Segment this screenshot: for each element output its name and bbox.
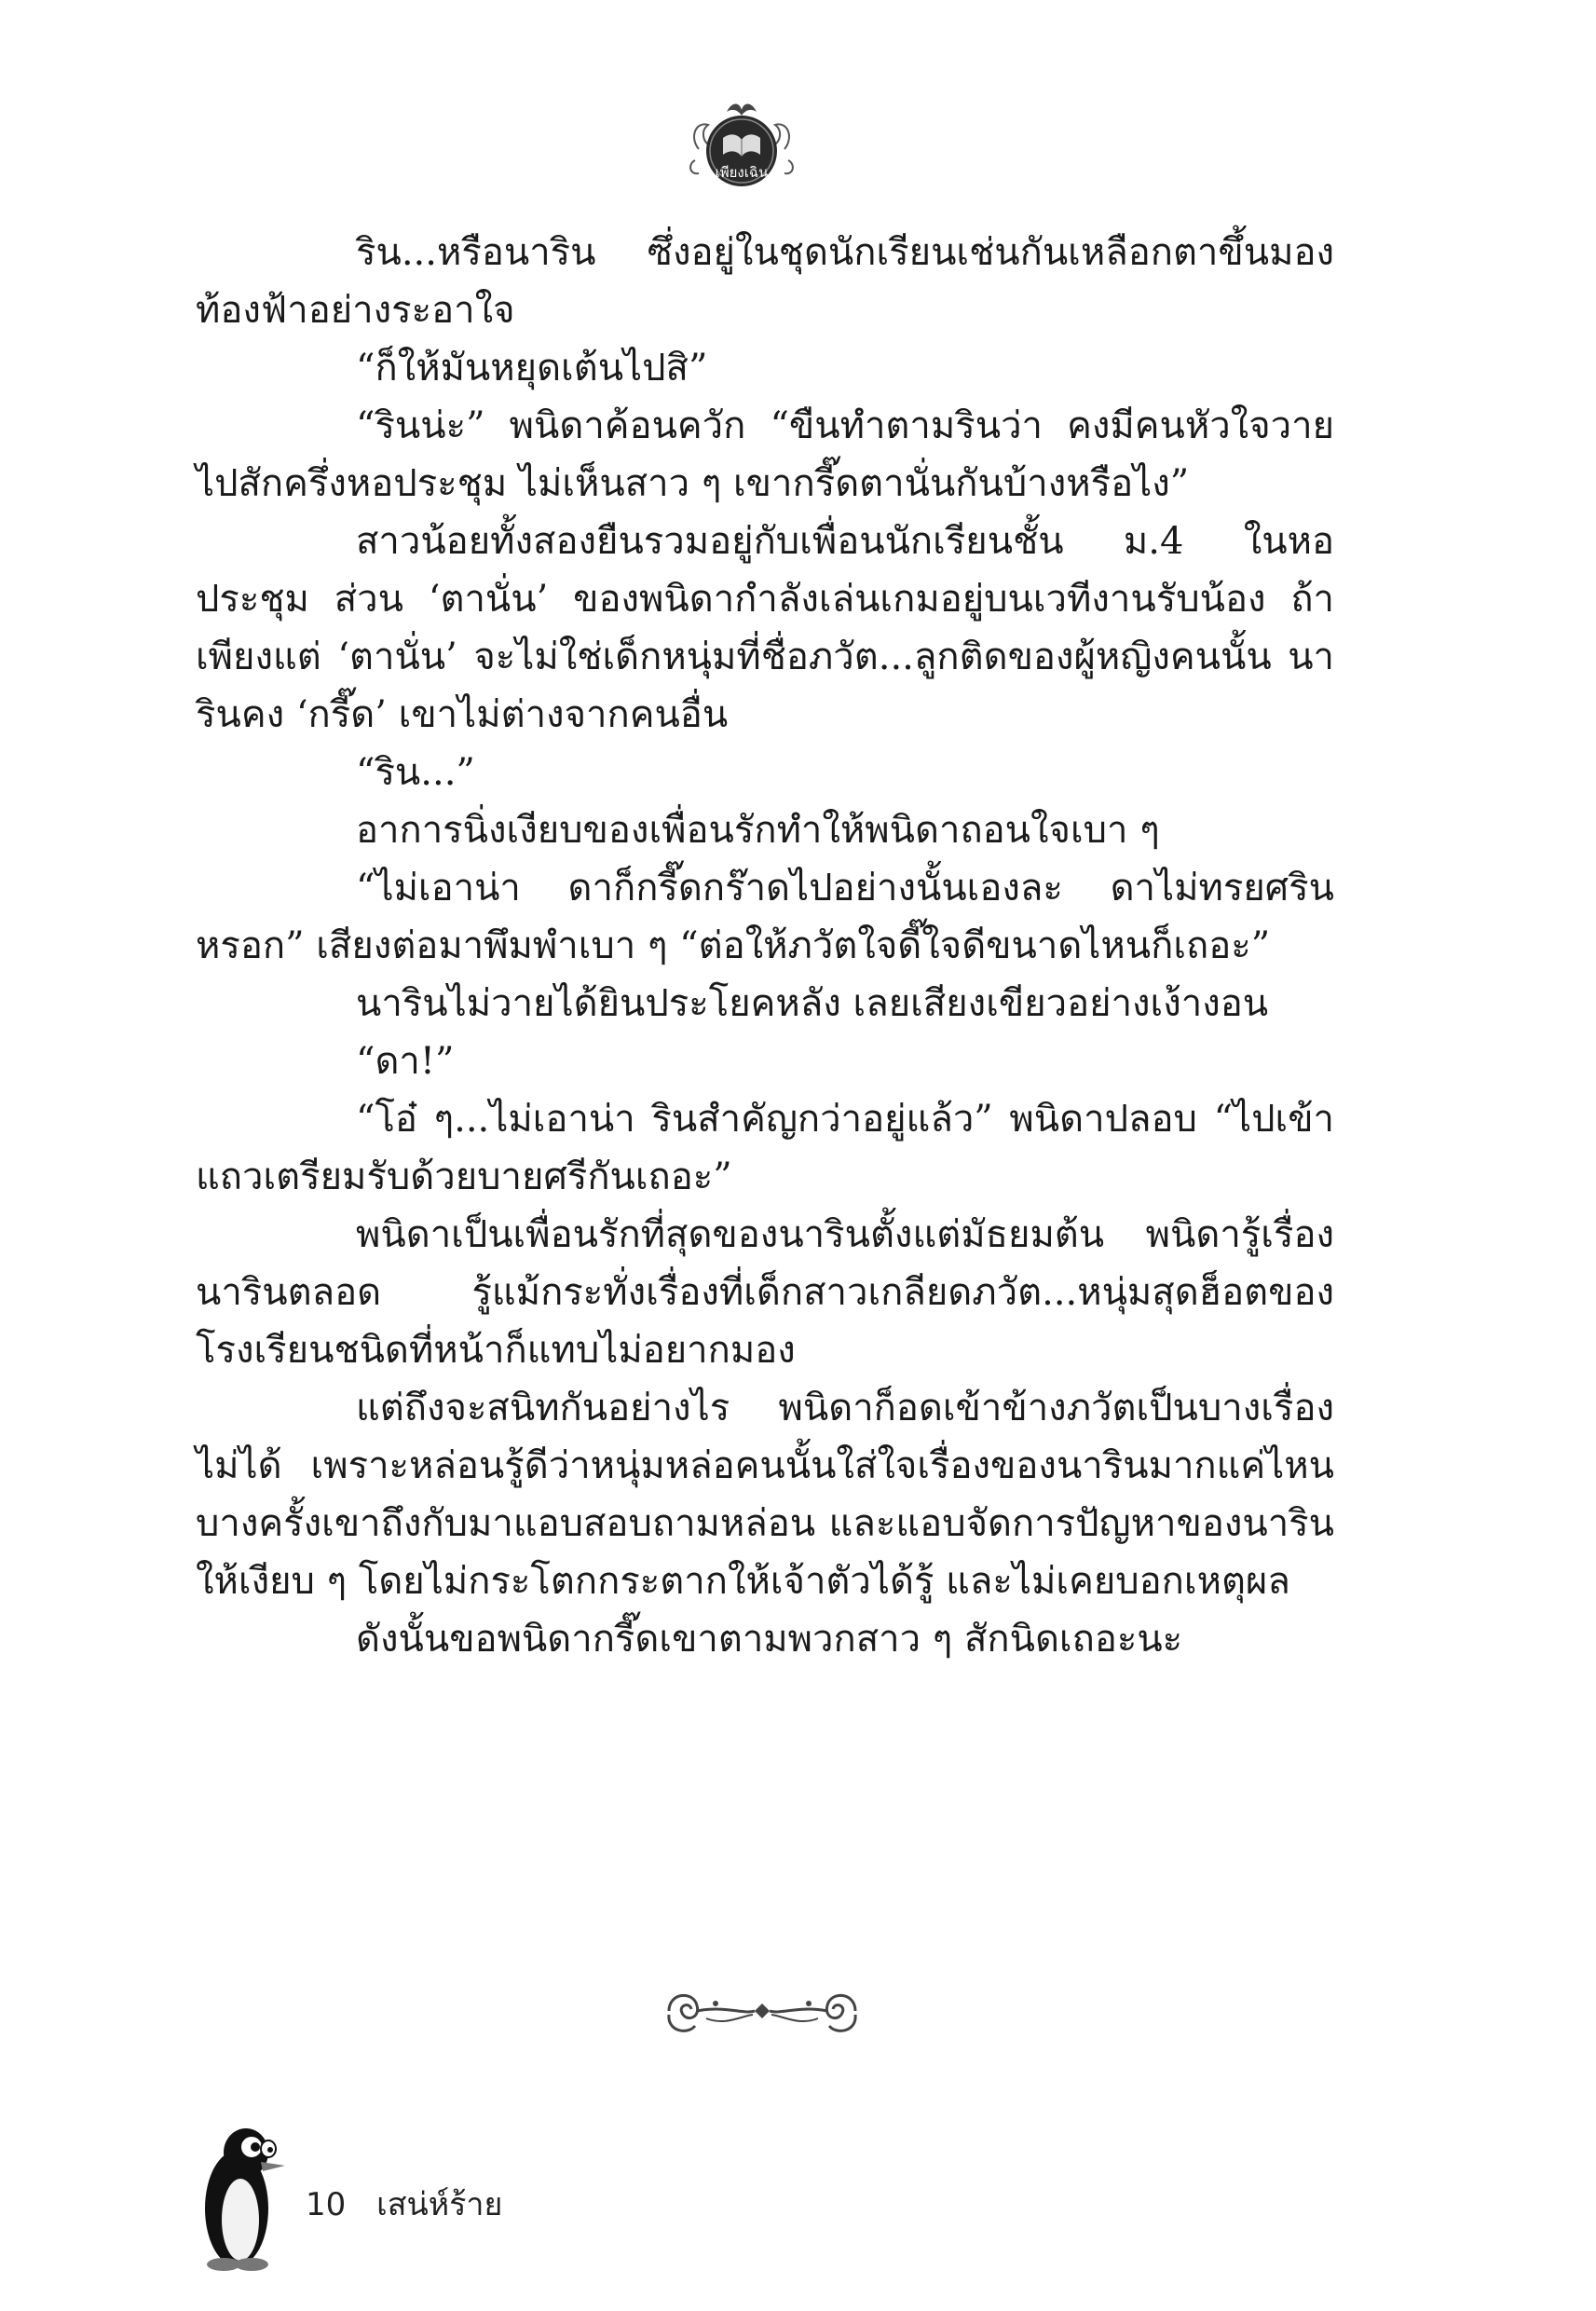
section-divider-ornament [650, 1974, 874, 2048]
paragraph: พนิดาเป็นเพื่อนรักที่สุดของนารินตั้งแต่มัธยมต้น พนิดารู้เรื่องนารินตลอด รู้แม้กระทั่งเรื่องที่เด็กสาวเกลียดภวัต...หนุ่มสุดฮ็อตของโรงเรียนชนิดที่หน้าก็แทบไม่อยากมอง [196, 1213, 1334, 1372]
chapter-body [196, 224, 1334, 1668]
paragraph: อาการนิ่งเงียบของเพื่อนรักทำให้พนิดาถอนใจเบา ๆ [356, 809, 1160, 852]
logo-text: เพียงเฉิน [715, 164, 769, 181]
page-number: 10 [306, 2186, 347, 2223]
publisher-logo [686, 93, 798, 196]
paragraph: “รินน่ะ” พนิดาค้อนควัก “ขืนทำตามรินว่า คงมีคนหัวใจวายไปสักครึ่งหอประชุม ไม่เห็นสาว ๆ เขากรี๊ดตานั่นกันบ้างหรือไง” [196, 404, 1334, 505]
page-footer [196, 2115, 755, 2246]
paragraph: แต่ถึงจะสนิทกันอย่างไร พนิดาก็อดเข้าข้างภวัตเป็นบางเรื่องไม่ได้ เพราะหล่อนรู้ดีว่าหนุ่มหล่อคนนั้นใส่ใจเรื่องของนารินมากแค่ไหน บางครั้งเขาถึงกับมาแอบสอบถามหล่อน และแอบจัดการปัญหาของนารินให้เงียบ ๆ โดยไม่กระโตกกระตากให้เจ้าตัวได้รู้ และไม่เคยบอกเหตุผล [196, 1387, 1334, 1603]
book-title: เสน่ห์ร้าย [376, 2186, 503, 2223]
paragraph: ดังนั้นขอพนิดากรี๊ดเขาตามพวกสาว ๆ สักนิดเถอะนะ [356, 1618, 1183, 1661]
paragraph: “ไม่เอาน่า ดาก็กรี๊ดกร๊าดไปอย่างนั้นเองละ ดาไม่ทรยศรินหรอก” เสียงต่อมาพึมพำเบา ๆ “ต่อให้ภวัตใจดี๊ใจดีขนาดไหนก็เถอะ” [196, 867, 1334, 967]
paragraph: สาวน้อยทั้งสองยืนรวมอยู่กับเพื่อนนักเรียนชั้น ม.4 ในหอประชุม ส่วน ‘ตานั่น’ ของพนิดากำลังเล่นเกมอยู่บนเวทีงานรับน้อง ถ้าเพียงแต่ ‘ตานั่น’ จะไม่ใช่เด็กหนุ่มที่ชื่อภวัต...ลูกติดของผู้หญิงคนนั้น นารินคง ‘กรี๊ด’ เขาไม่ต่างจากคนอื่น [196, 520, 1334, 736]
flourish-icon [650, 1974, 874, 2048]
footer-label [306, 2179, 502, 2229]
paragraph: “โอ๋ ๆ...ไม่เอาน่า รินสำคัญกว่าอยู่แล้ว” พนิดาปลอบ “ไปเข้าแถวเตรียมรับด้วยบายศรีกันเถอะ” [196, 1098, 1334, 1198]
publisher-emblem-icon [686, 93, 798, 196]
paragraph: “ก็ให้มันหยุดเต้นไปสิ” [356, 347, 708, 390]
paragraph: ริน...หรือนาริน ซึ่งอยู่ในชุดนักเรียนเช่นกันเหลือกตาขึ้นมองท้องฟ้าอย่างระอาใจ [196, 231, 1334, 332]
paragraph: นารินไม่วายได้ยินประโยคหลัง เลยเสียงเขียวอย่างเง้างอน [356, 982, 1269, 1025]
paragraph: “ริน...” [356, 751, 475, 794]
paragraph: “ดา!” [356, 1040, 455, 1083]
penguin-mascot-icon [196, 2115, 289, 2274]
